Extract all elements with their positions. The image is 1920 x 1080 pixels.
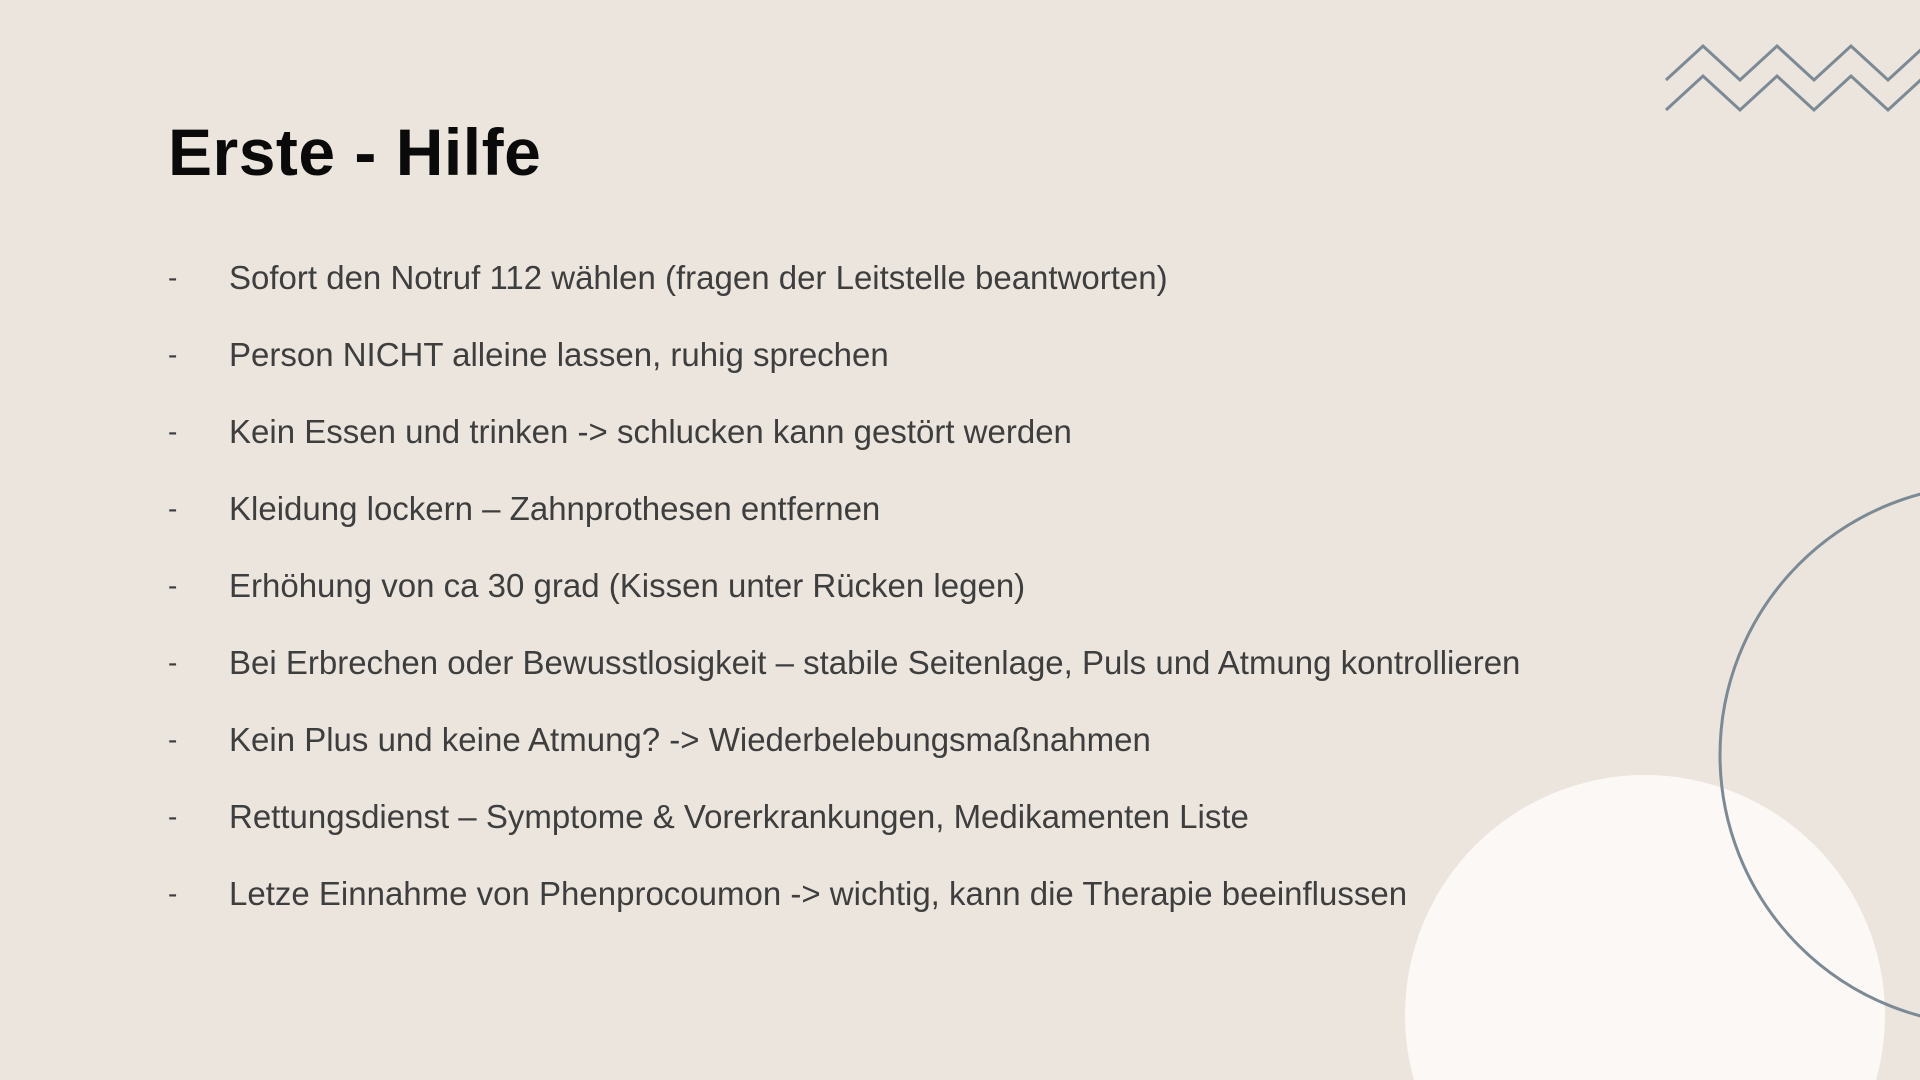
bullet-marker: - xyxy=(168,724,178,755)
zigzag-decoration xyxy=(1666,46,1920,110)
bullet-marker: - xyxy=(168,416,178,447)
slide-title: Erste - Hilfe xyxy=(168,115,542,189)
list-item-text: Kein Essen und trinken -> schlucken kann gestört werden xyxy=(229,413,1072,450)
list-item-text: Person NICHT alleine lassen, ruhig sprechen xyxy=(229,336,889,373)
list-item-text: Erhöhung von ca 30 grad (Kissen unter Rücken legen) xyxy=(229,567,1026,604)
bullet-marker: - xyxy=(168,801,178,832)
bullet-marker: - xyxy=(168,339,178,370)
bullet-marker: - xyxy=(168,570,178,601)
circle-decoration xyxy=(1405,775,1885,1080)
list-item-text: Sofort den Notruf 112 wählen (fragen der Leitstelle beantworten) xyxy=(229,259,1168,296)
bullet-marker: - xyxy=(168,262,178,293)
list-item-text: Rettungsdienst – Symptome & Vorerkrankungen, Medikamenten Liste xyxy=(229,798,1249,835)
list-item-text: Letze Einnahme von Phenprocoumon -> wichtig, kann die Therapie beeinflussen xyxy=(229,875,1408,912)
list-item-text: Kein Plus und keine Atmung? -> Wiederbelebungsmaßnahmen xyxy=(229,721,1151,758)
bullet-marker: - xyxy=(168,647,178,678)
list-item-text: Bei Erbrechen oder Bewusstlosigkeit – stabile Seitenlage, Puls und Atmung kontrollieren xyxy=(229,644,1521,681)
bullet-marker: - xyxy=(168,878,178,909)
bullet-marker: - xyxy=(168,493,178,524)
list-item-text: Kleidung lockern – Zahnprothesen entfernen xyxy=(229,490,881,527)
